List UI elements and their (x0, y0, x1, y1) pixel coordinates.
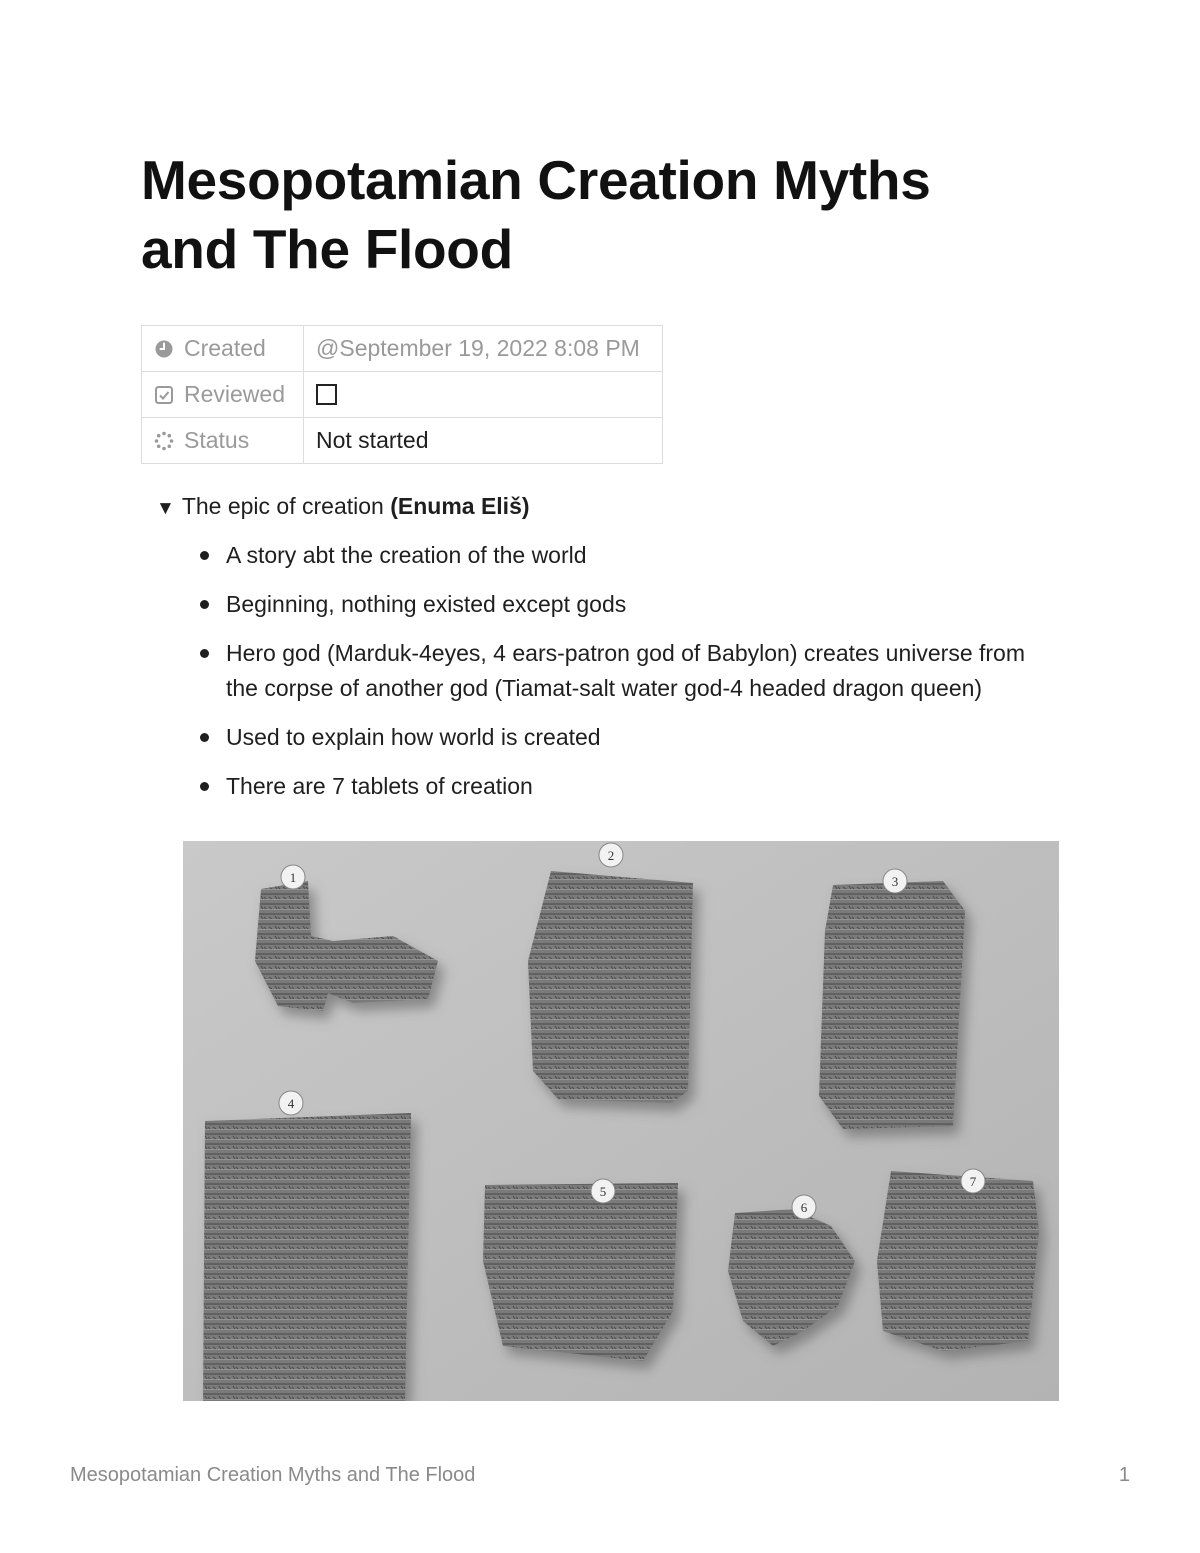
tablet-7 (877, 1171, 1039, 1351)
property-label: Created (184, 335, 266, 361)
tablet-3 (819, 881, 965, 1129)
property-key-status[interactable] (142, 418, 304, 464)
tablet-label: 6 (800, 1200, 808, 1215)
tablet-label: 7 (969, 1174, 977, 1189)
property-key-reviewed[interactable] (142, 372, 304, 418)
property-row-reviewed (142, 372, 663, 418)
toggle-text: The epic of creation (181, 493, 391, 519)
page-number: 1 (1118, 1464, 1130, 1486)
checkbox-icon (154, 385, 174, 405)
tablet-4 (203, 1113, 411, 1401)
tablet-5 (483, 1183, 678, 1361)
reviewed-checkbox[interactable] (316, 384, 337, 405)
property-key-created[interactable] (142, 326, 304, 372)
status-spinner-icon (154, 431, 174, 451)
list-item: Used to explain how world is created (200, 720, 1060, 755)
list-item: Hero god (Marduk-4eyes, 4 ears-patron god of Babylon) creates universe from the corpse of another god (Tiamat-salt water god-4 headed dragon queen) (200, 636, 1060, 706)
footer-title: Mesopotamian Creation Myths and The Flood (70, 1464, 476, 1486)
list-item: There are 7 tablets of creation (200, 769, 1060, 804)
bullet-list (200, 538, 1060, 818)
properties-table (141, 325, 663, 464)
tablets-photo-drawing (183, 841, 1059, 1401)
clock-icon (154, 339, 174, 359)
tablet-2 (528, 871, 693, 1103)
toggle-text-bold: (Enuma Eliš) (390, 493, 530, 519)
toggle-triangle-icon[interactable]: ▼ (156, 498, 175, 519)
reviewed-value (304, 372, 663, 418)
property-row-status (142, 418, 663, 464)
tablet-label: 1 (289, 870, 297, 885)
property-label: Reviewed (184, 381, 285, 407)
tablet-label: 4 (287, 1096, 295, 1111)
tablet-label: 3 (891, 874, 899, 889)
property-row-created (142, 326, 663, 372)
created-date-value[interactable]: @September 19, 2022 8:08 PM (304, 326, 663, 372)
page-title: Mesopotamian Creation Myths and The Flood (141, 149, 931, 280)
toggle-block (156, 490, 530, 525)
list-item: A story abt the creation of the world (200, 538, 1060, 573)
tablet-label: 5 (599, 1184, 607, 1199)
status-value[interactable]: Not started (304, 418, 663, 464)
property-label: Status (184, 427, 250, 453)
tablets-photo (183, 841, 1059, 1401)
tablet-label: 2 (607, 848, 615, 863)
list-item: Beginning, nothing existed except gods (200, 587, 1060, 622)
